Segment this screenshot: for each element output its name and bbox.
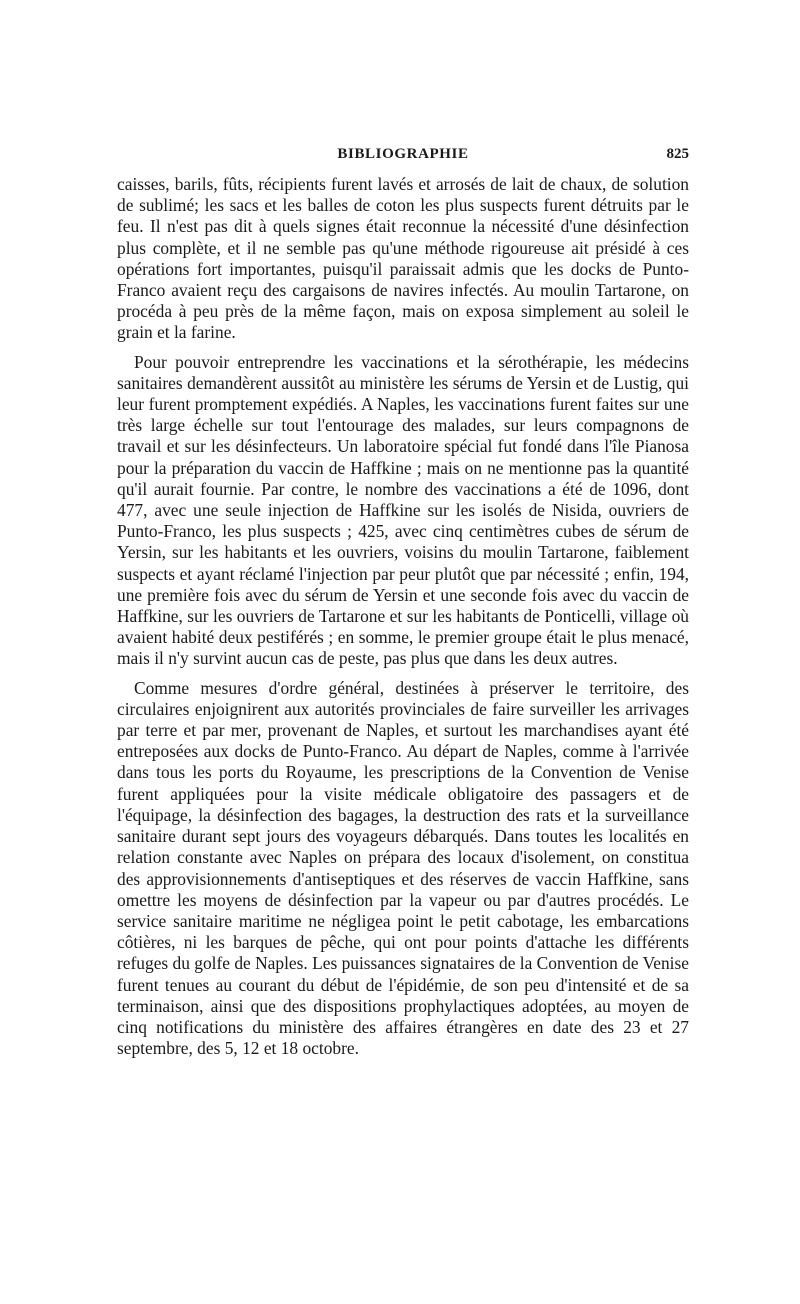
paragraph-continuation: caisses, barils, fûts, récipients furent lavés et arrosés de lait de chaux, de solution de sublimé; les sacs et les balles de coton les plus suspects furent détruits par le feu. Il n'est pas dit à quels signes était reconnue la nécessité d'une désinfection plus complète, et il ne semble pas qu'une méthode rigoureuse ait présidé à ces opérations fort importantes, puisqu'il paraissait admis que les docks de Punto-Franco avaient reçu des cargaisons de navires infectés. Au moulin Tartarone, on procéda à peu près de la même façon, mais on exposa simplement au soleil le grain et la farine.: [117, 174, 689, 343]
paragraph-vaccinations: Pour pouvoir entreprendre les vaccinations et la sérothérapie, les médecins sanitaires demandèrent aussitôt au ministère les sérums de Yersin et de Lustig, qui leur furent promptement expédiés. A Naples, les vaccinations furent faites sur une très large échelle sur tout l'entourage des malades, sur leurs compagnons de travail et sur les désinfecteurs. Un laboratoire spécial fut fondé dans l'île Pianosa pour la préparation du vaccin de Haffkine ; mais on ne mentionne pas la quantité qu'il aurait fournie. Par contre, le nombre des vaccinations a été de 1096, dont 477, avec une seule injection de Haffkine sur les isolés de Nisida, ouvriers de Punto-Franco, les plus suspects ; 425, avec cinq centimètres cubes de sérum de Yersin, sur les habitants et les ouvriers, voisins du moulin Tartarone, faiblement suspects et ayant réclamé l'injection par peur plutôt que par nécessité ; enfin, 194, une première fois avec du sérum de Yersin et une seconde fois avec du vaccin de Haffkine, sur les ouvriers de Tartarone et sur les habitants de Ponticelli, village où avaient habité deux pestiférés ; en somme, le premier groupe était le plus menacé, mais il n'y survint aucun cas de peste, pas plus que dans les deux autres.: [117, 351, 689, 669]
page-number: 825: [666, 146, 689, 162]
body-text: [117, 174, 689, 1059]
book-page: [117, 146, 689, 1067]
paragraph-general-measures: Comme mesures d'ordre général, destinées à préserver le territoire, des circulaires enjoignirent aux autorités provinciales de faire surveiller les arrivages par terre et par mer, provenant de Naples, et surtout les marchandises ayant été entreposées aux docks de Punto-Franco. Au départ de Naples, comme à l'arrivée dans tous les ports du Royaume, les prescriptions de la Convention de Venise furent appliquées pour la visite médicale obligatoire des passagers et de l'équipage, la désinfection des bagages, la destruction des rats et la surveillance sanitaire durant sept jours des voyageurs débarqués. Dans toutes les localités en relation constante avec Naples on prépara des locaux d'isolement, on constitua des approvisionnements d'antiseptiques et des réserves de vaccin Haffkine, sans omettre les moyens de désinfection par la vapeur ou par d'autres procédés. Le service sanitaire maritime ne négligea point le petit cabotage, les embarcations côtières, ni les barques de pêche, qui ont pour points d'attache les différents refuges du golfe de Naples. Les puissances signataires de la Convention de Venise furent tenues au courant du début de l'épidémie, de son peu d'intensité et de sa terminaison, ainsi que des dispositions prophylactiques adoptées, au moyen de cinq notifications du ministère des affaires étrangères en date des 23 et 27 septembre, des 5, 12 et 18 octobre.: [117, 677, 689, 1059]
running-title: BIBLIOGRAPHIE: [337, 146, 469, 162]
running-header: [117, 146, 689, 168]
